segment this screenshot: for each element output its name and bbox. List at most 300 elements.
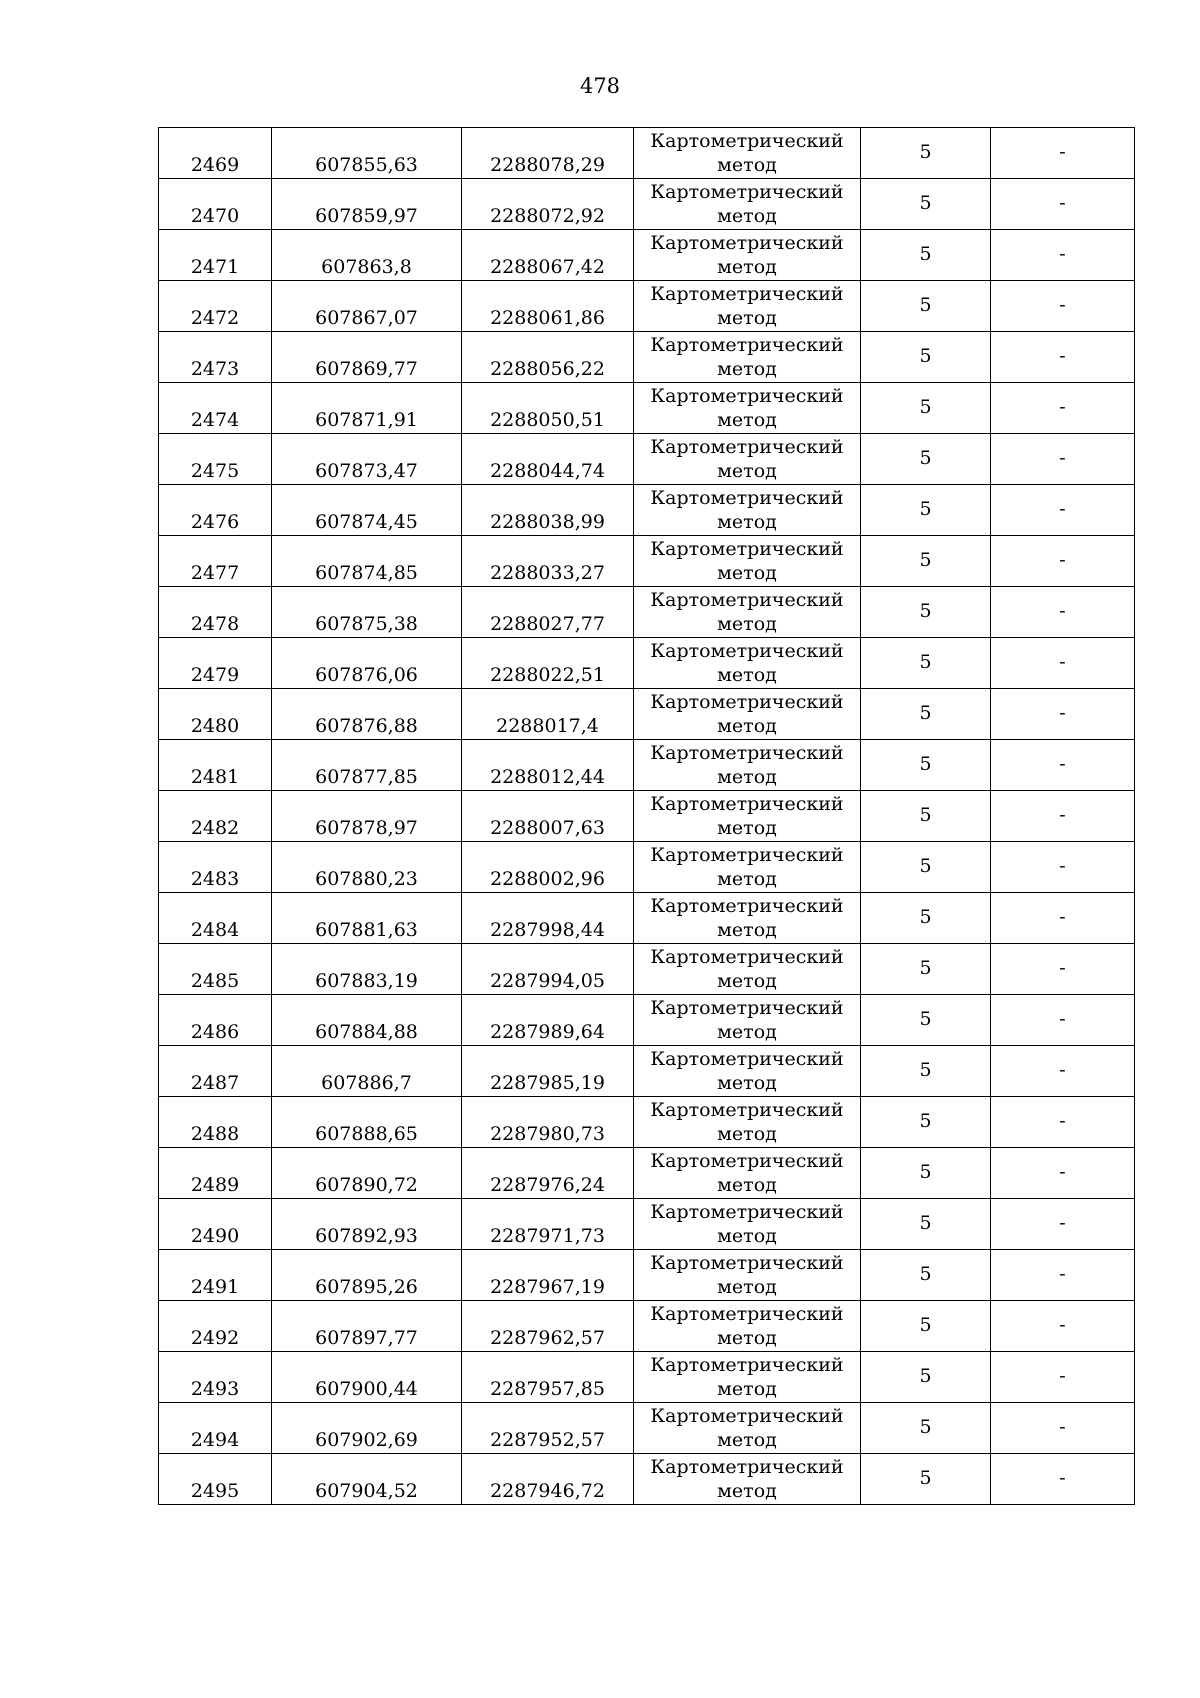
coordinate-x-cell	[272, 995, 462, 1046]
point-number-cell	[159, 587, 272, 638]
coordinate-x-cell	[272, 1046, 462, 1097]
point-number: 2469	[190, 154, 240, 176]
table-row	[159, 1403, 1135, 1454]
table-row	[159, 332, 1135, 383]
coordinate-x-cell	[272, 587, 462, 638]
coordinate-y: 2288078,29	[490, 154, 605, 176]
method-cell	[634, 740, 861, 791]
point-number-cell	[159, 740, 272, 791]
table-row	[159, 1097, 1135, 1148]
accuracy-value: 5	[919, 803, 932, 826]
description-cell	[991, 944, 1135, 995]
coordinate-y: 2288072,92	[490, 205, 605, 227]
description-cell	[991, 536, 1135, 587]
coordinate-y-cell	[462, 587, 634, 638]
coordinate-x: 607897,77	[315, 1327, 418, 1349]
coordinate-y: 2287967,19	[490, 1276, 605, 1298]
point-number: 2487	[190, 1072, 240, 1094]
coordinate-y: 2287980,73	[490, 1123, 605, 1145]
accuracy-value: 5	[919, 1466, 932, 1489]
coordinate-x: 607876,06	[315, 664, 418, 686]
description-value: -	[1059, 1160, 1066, 1183]
table-row	[159, 1352, 1135, 1403]
table-row	[159, 638, 1135, 689]
coordinate-y-cell	[462, 638, 634, 689]
accuracy-value: 5	[919, 1262, 932, 1285]
accuracy-value: 5	[919, 1160, 932, 1183]
coordinate-x-cell	[272, 740, 462, 791]
coordinate-y: 2288022,51	[490, 664, 605, 686]
method-cell	[634, 536, 861, 587]
method-line-2: метод	[717, 664, 777, 686]
coordinate-y-cell	[462, 485, 634, 536]
coordinate-x: 607886,7	[321, 1072, 412, 1094]
description-cell	[991, 1199, 1135, 1250]
method-line-1: Картометрический	[650, 385, 844, 407]
coordinate-y-cell	[462, 1250, 634, 1301]
description-cell	[991, 179, 1135, 230]
method-cell	[634, 638, 861, 689]
coordinate-y-cell	[462, 1301, 634, 1352]
point-number: 2494	[190, 1429, 240, 1451]
method-cell	[634, 1046, 861, 1097]
accuracy-cell	[861, 587, 991, 638]
point-number-cell	[159, 1301, 272, 1352]
point-number-cell	[159, 128, 272, 179]
method-line-1: Картометрический	[650, 1303, 844, 1325]
coordinate-x-cell	[272, 842, 462, 893]
accuracy-cell	[861, 281, 991, 332]
method-line-2: метод	[717, 1378, 777, 1400]
accuracy-cell	[861, 1250, 991, 1301]
method-line-1: Картометрический	[650, 844, 844, 866]
method-line-1: Картометрический	[650, 283, 844, 305]
description-value: -	[1059, 1109, 1066, 1132]
coordinate-y: 2287985,19	[490, 1072, 605, 1094]
accuracy-cell	[861, 1097, 991, 1148]
accuracy-value: 5	[919, 650, 932, 673]
table-row	[159, 995, 1135, 1046]
method-cell	[634, 995, 861, 1046]
method-line-2: метод	[717, 511, 777, 533]
method-line-2: метод	[717, 1429, 777, 1451]
method-cell	[634, 485, 861, 536]
accuracy-cell	[861, 434, 991, 485]
accuracy-value: 5	[919, 497, 932, 520]
method-cell	[634, 791, 861, 842]
point-number: 2489	[190, 1174, 240, 1196]
coordinate-y-cell	[462, 1097, 634, 1148]
coordinate-x-cell	[272, 179, 462, 230]
method-line-2: метод	[717, 205, 777, 227]
description-cell	[991, 383, 1135, 434]
method-cell	[634, 842, 861, 893]
coordinate-x-cell	[272, 1148, 462, 1199]
accuracy-value: 5	[919, 395, 932, 418]
coordinate-y-cell	[462, 383, 634, 434]
point-number-cell	[159, 842, 272, 893]
table-row	[159, 383, 1135, 434]
coordinate-y-cell	[462, 1046, 634, 1097]
method-line-1: Картометрический	[650, 1048, 844, 1070]
accuracy-cell	[861, 689, 991, 740]
description-value: -	[1059, 548, 1066, 571]
point-number-cell	[159, 1097, 272, 1148]
coordinate-y-cell	[462, 944, 634, 995]
coordinate-x-cell	[272, 1250, 462, 1301]
table-row	[159, 587, 1135, 638]
description-value: -	[1059, 1262, 1066, 1285]
point-number: 2481	[190, 766, 240, 788]
description-value: -	[1059, 344, 1066, 367]
table-row	[159, 179, 1135, 230]
accuracy-value: 5	[919, 956, 932, 979]
accuracy-cell	[861, 791, 991, 842]
method-cell	[634, 587, 861, 638]
point-number: 2490	[190, 1225, 240, 1247]
method-line-2: метод	[717, 970, 777, 992]
coordinate-x: 607875,38	[315, 613, 418, 635]
table-row	[159, 689, 1135, 740]
description-cell	[991, 281, 1135, 332]
coordinate-y: 2288067,42	[490, 256, 605, 278]
point-number-cell	[159, 179, 272, 230]
description-value: -	[1059, 599, 1066, 622]
coordinate-y-cell	[462, 842, 634, 893]
coordinate-x-cell	[272, 893, 462, 944]
accuracy-cell	[861, 332, 991, 383]
coordinate-x-cell	[272, 230, 462, 281]
description-cell	[991, 230, 1135, 281]
point-number: 2479	[190, 664, 240, 686]
method-cell	[634, 1454, 861, 1505]
accuracy-cell	[861, 1454, 991, 1505]
point-number-cell	[159, 1352, 272, 1403]
coordinate-y-cell	[462, 230, 634, 281]
point-number: 2471	[190, 256, 240, 278]
coordinate-x: 607869,77	[315, 358, 418, 380]
accuracy-cell	[861, 1403, 991, 1454]
method-line-2: метод	[717, 1225, 777, 1247]
point-number: 2477	[190, 562, 240, 584]
coordinate-y-cell	[462, 281, 634, 332]
description-cell	[991, 587, 1135, 638]
table-row	[159, 281, 1135, 332]
point-number-cell	[159, 1403, 272, 1454]
table-row	[159, 740, 1135, 791]
point-number-cell	[159, 1046, 272, 1097]
method-cell	[634, 332, 861, 383]
coordinate-y: 2288061,86	[490, 307, 605, 329]
coordinate-y-cell	[462, 1148, 634, 1199]
accuracy-value: 5	[919, 905, 932, 928]
accuracy-value: 5	[919, 191, 932, 214]
method-cell	[634, 383, 861, 434]
method-line-2: метод	[717, 409, 777, 431]
point-number: 2474	[190, 409, 240, 431]
point-number-cell	[159, 383, 272, 434]
description-cell	[991, 995, 1135, 1046]
accuracy-cell	[861, 128, 991, 179]
point-number: 2472	[190, 307, 240, 329]
method-line-2: метод	[717, 358, 777, 380]
point-number-cell	[159, 893, 272, 944]
accuracy-value: 5	[919, 752, 932, 775]
point-number-cell	[159, 791, 272, 842]
method-line-2: метод	[717, 256, 777, 278]
description-cell	[991, 1097, 1135, 1148]
table-row	[159, 1454, 1135, 1505]
method-line-1: Картометрический	[650, 1252, 844, 1274]
point-number: 2492	[190, 1327, 240, 1349]
coordinate-x: 607902,69	[315, 1429, 418, 1451]
coordinate-x: 607890,72	[315, 1174, 418, 1196]
accuracy-value: 5	[919, 293, 932, 316]
point-number: 2478	[190, 613, 240, 635]
description-value: -	[1059, 446, 1066, 469]
method-line-2: метод	[717, 1174, 777, 1196]
description-cell	[991, 1403, 1135, 1454]
coordinate-y-cell	[462, 1352, 634, 1403]
method-line-2: метод	[717, 1276, 777, 1298]
method-line-1: Картометрический	[650, 1405, 844, 1427]
method-line-2: метод	[717, 715, 777, 737]
point-number-cell	[159, 1199, 272, 1250]
method-line-2: метод	[717, 868, 777, 890]
accuracy-value: 5	[919, 1007, 932, 1030]
point-number-cell	[159, 1250, 272, 1301]
description-cell	[991, 791, 1135, 842]
description-cell	[991, 638, 1135, 689]
point-number: 2483	[190, 868, 240, 890]
description-value: -	[1059, 293, 1066, 316]
coordinate-x: 607883,19	[315, 970, 418, 992]
coordinate-x-cell	[272, 332, 462, 383]
description-value: -	[1059, 1364, 1066, 1387]
method-cell	[634, 1301, 861, 1352]
coordinate-x-cell	[272, 128, 462, 179]
point-number-cell	[159, 1148, 272, 1199]
point-number-cell	[159, 230, 272, 281]
point-number-cell	[159, 485, 272, 536]
coordinate-y: 2287976,24	[490, 1174, 605, 1196]
table-row	[159, 842, 1135, 893]
method-line-2: метод	[717, 766, 777, 788]
accuracy-cell	[861, 995, 991, 1046]
coordinate-y-cell	[462, 128, 634, 179]
coordinate-y: 2288012,44	[490, 766, 605, 788]
coordinate-x: 607859,97	[315, 205, 418, 227]
table-row	[159, 434, 1135, 485]
coordinate-y: 2288002,96	[490, 868, 605, 890]
description-cell	[991, 332, 1135, 383]
coordinate-x: 607892,93	[315, 1225, 418, 1247]
accuracy-value: 5	[919, 446, 932, 469]
method-cell	[634, 128, 861, 179]
coordinate-y: 2288056,22	[490, 358, 605, 380]
coordinate-y: 2288007,63	[490, 817, 605, 839]
coordinate-x: 607880,23	[315, 868, 418, 890]
coordinate-x-cell	[272, 383, 462, 434]
table-row	[159, 485, 1135, 536]
accuracy-value: 5	[919, 242, 932, 265]
accuracy-cell	[861, 842, 991, 893]
point-number: 2484	[190, 919, 240, 941]
coordinate-y-cell	[462, 740, 634, 791]
coordinate-y-cell	[462, 791, 634, 842]
accuracy-value: 5	[919, 854, 932, 877]
description-cell	[991, 1352, 1135, 1403]
method-line-2: метод	[717, 460, 777, 482]
coordinate-x: 607878,97	[315, 817, 418, 839]
coordinate-y: 2288044,74	[490, 460, 605, 482]
coordinate-x: 607874,45	[315, 511, 418, 533]
coordinate-y: 2288027,77	[490, 613, 605, 635]
accuracy-value: 5	[919, 1058, 932, 1081]
method-line-1: Картометрический	[650, 538, 844, 560]
description-value: -	[1059, 650, 1066, 673]
point-number: 2485	[190, 970, 240, 992]
point-number: 2493	[190, 1378, 240, 1400]
description-value: -	[1059, 752, 1066, 775]
method-cell	[634, 1352, 861, 1403]
coordinate-x: 607867,07	[315, 307, 418, 329]
coordinate-x-cell	[272, 485, 462, 536]
method-line-2: метод	[717, 1072, 777, 1094]
accuracy-cell	[861, 1148, 991, 1199]
coordinate-y: 2287971,73	[490, 1225, 605, 1247]
coordinate-x-cell	[272, 1199, 462, 1250]
description-value: -	[1059, 497, 1066, 520]
description-cell	[991, 842, 1135, 893]
coordinate-y: 2287952,57	[490, 1429, 605, 1451]
coordinate-y: 2287946,72	[490, 1480, 605, 1502]
description-value: -	[1059, 1211, 1066, 1234]
coordinate-x-cell	[272, 638, 462, 689]
method-cell	[634, 1148, 861, 1199]
method-line-1: Картометрический	[650, 436, 844, 458]
coordinates-table	[158, 127, 1135, 1505]
point-number: 2488	[190, 1123, 240, 1145]
description-value: -	[1059, 956, 1066, 979]
coordinate-y: 2288033,27	[490, 562, 605, 584]
accuracy-value: 5	[919, 701, 932, 724]
coordinate-y-cell	[462, 1199, 634, 1250]
table-row	[159, 230, 1135, 281]
coordinate-x: 607904,52	[315, 1480, 418, 1502]
method-line-2: метод	[717, 613, 777, 635]
accuracy-value: 5	[919, 599, 932, 622]
coordinate-x-cell	[272, 1454, 462, 1505]
method-line-2: метод	[717, 154, 777, 176]
method-line-1: Картометрический	[650, 1099, 844, 1121]
method-cell	[634, 1199, 861, 1250]
description-value: -	[1059, 191, 1066, 214]
description-value: -	[1059, 1058, 1066, 1081]
point-number: 2491	[190, 1276, 240, 1298]
accuracy-cell	[861, 383, 991, 434]
method-line-1: Картометрический	[650, 742, 844, 764]
accuracy-cell	[861, 485, 991, 536]
method-cell	[634, 230, 861, 281]
coordinate-y-cell	[462, 1454, 634, 1505]
description-value: -	[1059, 905, 1066, 928]
coordinate-x-cell	[272, 1301, 462, 1352]
table-row	[159, 1199, 1135, 1250]
coordinate-x-cell	[272, 791, 462, 842]
description-cell	[991, 893, 1135, 944]
coordinate-x-cell	[272, 434, 462, 485]
description-cell	[991, 1454, 1135, 1505]
point-number-cell	[159, 536, 272, 587]
method-cell	[634, 1097, 861, 1148]
coordinate-y: 2287957,85	[490, 1378, 605, 1400]
point-number-cell	[159, 638, 272, 689]
point-number: 2473	[190, 358, 240, 380]
description-value: -	[1059, 854, 1066, 877]
coordinate-x: 607884,88	[315, 1021, 418, 1043]
coordinate-x-cell	[272, 1097, 462, 1148]
coordinate-x: 607873,47	[315, 460, 418, 482]
method-line-1: Картометрический	[650, 181, 844, 203]
point-number-cell	[159, 689, 272, 740]
description-value: -	[1059, 803, 1066, 826]
accuracy-cell	[861, 740, 991, 791]
description-value: -	[1059, 395, 1066, 418]
method-line-1: Картометрический	[650, 487, 844, 509]
point-number-cell	[159, 434, 272, 485]
method-line-1: Картометрический	[650, 793, 844, 815]
accuracy-value: 5	[919, 344, 932, 367]
coordinate-x: 607863,8	[321, 256, 412, 278]
coordinate-y-cell	[462, 434, 634, 485]
accuracy-cell	[861, 1046, 991, 1097]
method-line-1: Картометрический	[650, 997, 844, 1019]
method-line-1: Картометрический	[650, 1201, 844, 1223]
coordinate-x-cell	[272, 689, 462, 740]
method-cell	[634, 179, 861, 230]
description-cell	[991, 485, 1135, 536]
accuracy-cell	[861, 179, 991, 230]
table-row	[159, 1301, 1135, 1352]
accuracy-value: 5	[919, 1109, 932, 1132]
description-cell	[991, 1046, 1135, 1097]
method-line-2: метод	[717, 817, 777, 839]
coordinate-x: 607874,85	[315, 562, 418, 584]
coordinate-y-cell	[462, 689, 634, 740]
description-cell	[991, 689, 1135, 740]
point-number: 2470	[190, 205, 240, 227]
coordinate-y: 2287994,05	[490, 970, 605, 992]
description-value: -	[1059, 1007, 1066, 1030]
coordinate-x: 607881,63	[315, 919, 418, 941]
coordinate-y: 2288038,99	[490, 511, 605, 533]
coordinate-y: 2287962,57	[490, 1327, 605, 1349]
method-line-1: Картометрический	[650, 1456, 844, 1478]
point-number: 2476	[190, 511, 240, 533]
coordinate-y: 2287989,64	[490, 1021, 605, 1043]
table-row	[159, 536, 1135, 587]
description-cell	[991, 1250, 1135, 1301]
point-number: 2486	[190, 1021, 240, 1043]
method-cell	[634, 281, 861, 332]
coordinate-y-cell	[462, 893, 634, 944]
method-line-1: Картометрический	[650, 895, 844, 917]
point-number-cell	[159, 281, 272, 332]
description-value: -	[1059, 1313, 1066, 1336]
accuracy-value: 5	[919, 548, 932, 571]
table-row	[159, 1148, 1135, 1199]
